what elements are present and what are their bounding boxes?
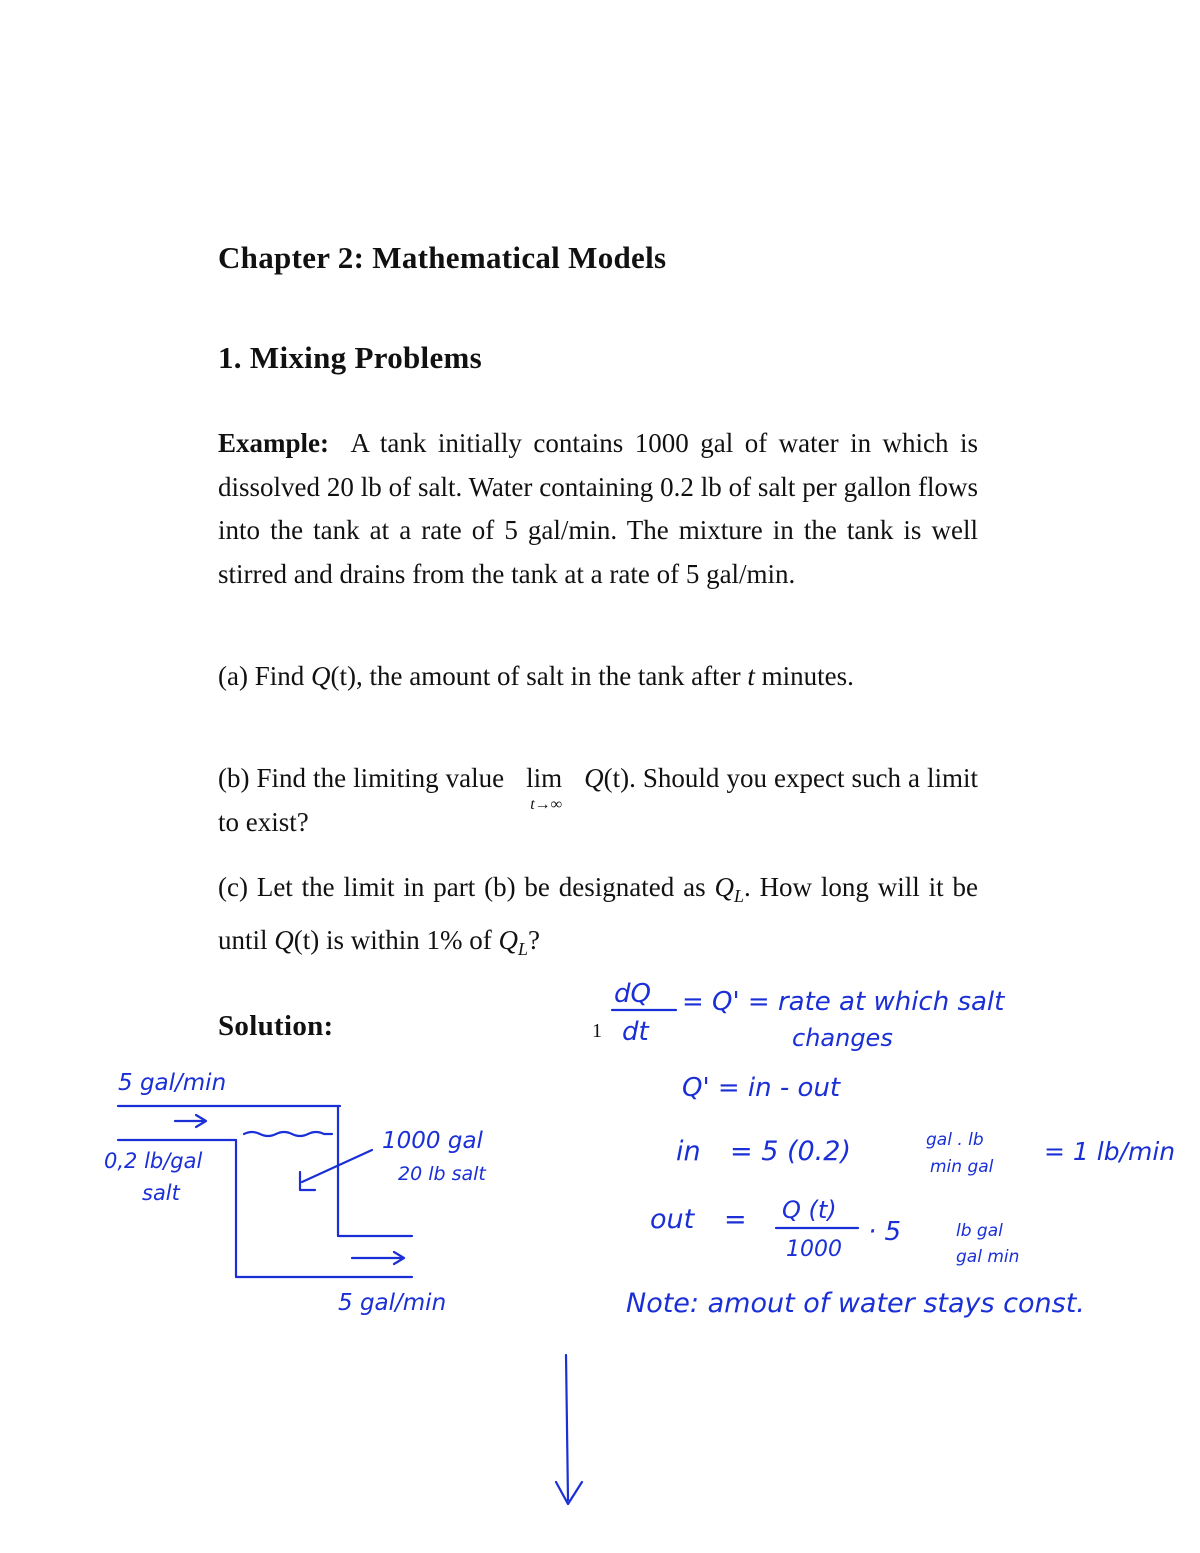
hw-dq-def: = Q' = rate at which salt	[682, 987, 1005, 1017]
part-c-label: (c)	[218, 872, 248, 902]
tank-wall-left-bottom	[236, 1140, 412, 1277]
hw-dt: dt	[622, 1017, 649, 1047]
part-a-pre: Find	[254, 661, 311, 691]
hw-out-units-den: gal min	[956, 1247, 1020, 1267]
lim-text: lim	[526, 763, 563, 793]
hw-out-mult: · 5	[868, 1217, 902, 1247]
part-a-post: , the amount of salt in the tank after	[355, 661, 748, 691]
inflow-arrow-icon	[175, 1115, 206, 1127]
part-c-ql2: Q	[498, 924, 518, 955]
example-label: Example:	[218, 428, 329, 458]
solution-label: Solution:	[218, 1010, 334, 1042]
down-arrow-icon	[556, 1355, 582, 1504]
part-b-targ: (t)	[603, 763, 630, 793]
part-b-pre: Find the limiting value	[256, 763, 512, 793]
part-c-end: ?	[528, 924, 540, 955]
hw-inflow-rate: 5 gal/min	[118, 1070, 227, 1096]
hw-tank-salt: 20 lb salt	[398, 1163, 486, 1185]
part-c-targ: (t)	[293, 924, 320, 955]
part-b-post: . Should you expect such a limit to exist?	[218, 763, 979, 837]
part-c-ql: Q	[714, 872, 734, 902]
hw-inflow-conc: 0,2 lb/gal	[104, 1149, 203, 1173]
example-text: A tank initially contains 1000 gal of water in which is dissolved 20 lb of salt. Water containing 0.2 lb of salt per gallon flows into the tank at a rate of 5 gal/min. The mixture in the tank is well stirred and drains from the tank at a rate of 5 gal/min.	[218, 428, 978, 589]
page-number: 1	[592, 1020, 602, 1042]
hw-out-lhs: out	[650, 1204, 695, 1235]
hw-out-num: Q (t)	[782, 1196, 837, 1224]
hw-in-result: = 1 lb/min	[1044, 1137, 1176, 1166]
hw-in-units-den: min gal	[930, 1157, 994, 1177]
hw-in-lhs: in	[676, 1136, 701, 1167]
hw-in-units-num: gal . lb	[926, 1130, 984, 1150]
hw-out-eq: =	[724, 1204, 747, 1235]
part-a-q: Q	[311, 661, 331, 691]
part-c-ql-sub: L	[733, 886, 744, 906]
hw-in-eq: = 5 (0.2)	[730, 1136, 851, 1167]
part-b-q: Q	[584, 763, 604, 793]
lim-subscript: t→∞	[530, 796, 563, 813]
hw-outflow-rate: 5 gal/min	[338, 1290, 447, 1316]
water-surface	[244, 1132, 332, 1136]
part-c-post: is within 1% of	[319, 924, 499, 955]
hw-inflow-salt: salt	[142, 1181, 180, 1205]
part-a-targ: (t)	[330, 661, 356, 691]
part-b-label: (b)	[218, 763, 250, 793]
hw-qprime: Q' = in - out	[682, 1073, 841, 1103]
section-title: 1. Mixing Problems	[218, 340, 483, 375]
part-c-q: Q	[274, 924, 294, 955]
handwriting-text	[104, 979, 1175, 1319]
hw-out-units-num: lb gal	[956, 1221, 1003, 1241]
pointer-arrow-icon	[300, 1150, 372, 1190]
hw-out-den: 1000	[786, 1237, 842, 1262]
hw-dq-def2: changes	[792, 1024, 893, 1052]
hw-note: Note: amout of water stays const.	[626, 1288, 1085, 1319]
hw-tank-volume: 1000 gal	[382, 1128, 483, 1154]
part-a-t: t	[747, 661, 755, 691]
part-a-tail: minutes.	[761, 661, 854, 691]
part-a-label: (a)	[218, 661, 248, 691]
part-c-mid: . How long will it be until	[218, 872, 978, 955]
chapter-title: Chapter 2: Mathematical Models	[218, 240, 667, 275]
part-c-pre: Let the limit in part (b) be designated as	[256, 872, 715, 902]
outflow-arrow-icon	[352, 1252, 404, 1264]
hw-dq: dQ	[614, 979, 651, 1009]
part-c-ql-sub2: L	[518, 938, 529, 959]
